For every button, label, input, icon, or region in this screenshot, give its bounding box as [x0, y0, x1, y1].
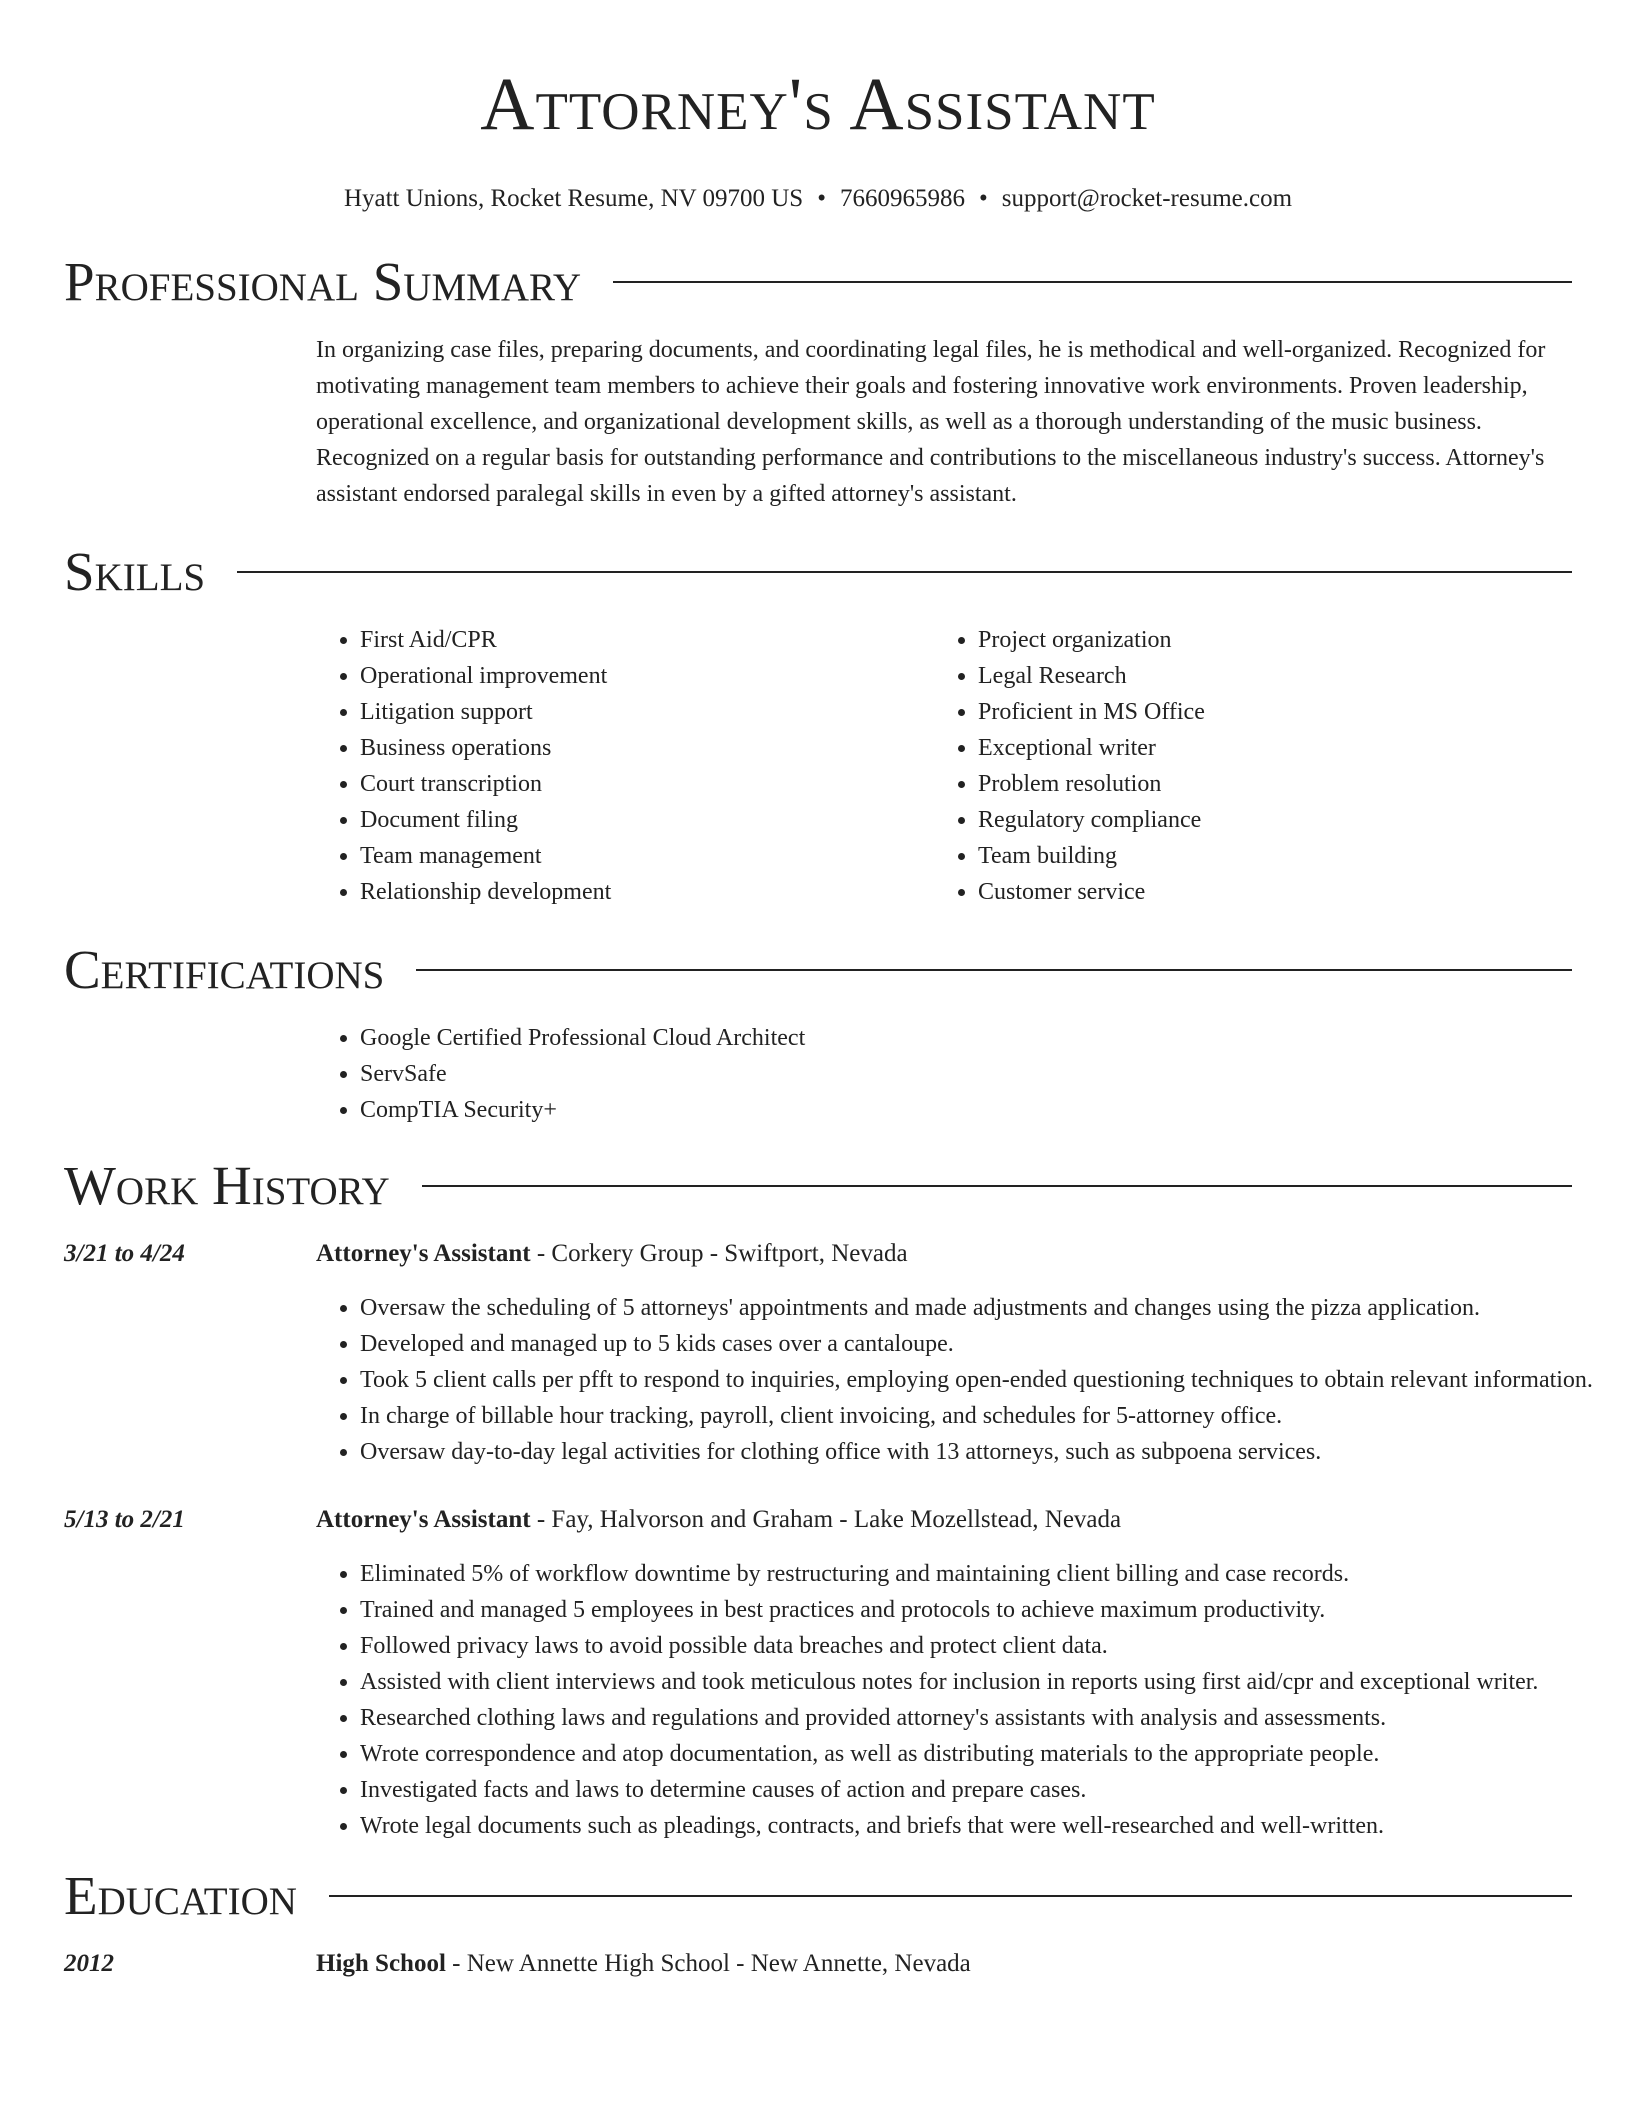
contact-separator: •	[817, 185, 826, 212]
skill-item: • Business operations	[360, 730, 934, 766]
skill-item: • Problem resolution	[978, 766, 1552, 802]
skills-section-heading	[64, 542, 1572, 602]
skill-item: • Legal Research	[978, 658, 1552, 694]
skill-item: • Project organization	[978, 622, 1552, 658]
summary-title: Professional Summary	[64, 251, 582, 312]
skill-item: • Litigation support	[360, 694, 934, 730]
section-divider	[237, 571, 1572, 573]
education-degree: High School	[316, 1950, 446, 1977]
job-bullet: • Investigated facts and laws to determine causes of action and prepare cases.	[360, 1772, 1616, 1808]
skills-list	[316, 622, 1572, 910]
job-bullet: • Eliminated 5% of workflow downtime by restructuring and maintaining client billing and case records.	[360, 1556, 1616, 1592]
work-history-title: Work History	[64, 1155, 390, 1216]
summary-section-heading	[64, 252, 1572, 312]
candidate-name: Attorney's Assistant	[480, 63, 1156, 146]
certification-item: • Google Certified Professional Cloud Architect	[360, 1020, 1572, 1056]
skill-item: • Team management	[360, 838, 934, 874]
resume-page	[64, 0, 1593, 1982]
job-bullet: • Trained and managed 5 employees in best practices and protocols to achieve maximum productivity.	[360, 1592, 1616, 1628]
summary-text: In organizing case files, preparing documents, and coordinating legal files, he is methodical and well-organized. Recognized for motivating management team members to achieve their goals and fostering innovative work environments. Proven leadership, operational excellence, and organizational development skills, as well as a thorough understanding of the music business. Recognized on a regular basis for outstanding performance and contributions to the miscellaneous industry's success. Attorney's assistant endorsed paralegal skills in even by a gifted attorney's assistant.	[316, 337, 1546, 507]
job-entry	[64, 1502, 1572, 1844]
job-header	[64, 1502, 1572, 1538]
contact-separator: •	[978, 185, 988, 212]
skill-item: • Team building	[978, 838, 1552, 874]
skill-item: • Proficient in MS Office	[978, 694, 1552, 730]
job-header	[64, 1236, 1572, 1272]
job-bullet: • In charge of billable hour tracking, payroll, client invoicing, and schedules for 5-attorney office.	[360, 1398, 1616, 1434]
skill-item: • Operational improvement	[360, 658, 934, 694]
skill-item: • Relationship development	[360, 874, 934, 910]
skill-item: • Court transcription	[360, 766, 934, 802]
job-title: Attorney's Assistant	[316, 1240, 531, 1267]
job-bullet: • Wrote correspondence and atop documentation, as well as distributing materials to the appropriate people.	[360, 1736, 1616, 1772]
education-year: 2012	[64, 1950, 114, 1977]
education-header	[64, 1946, 1572, 1982]
skills-title: Skills	[64, 541, 206, 602]
section-divider	[416, 969, 1572, 971]
job-info	[316, 1236, 908, 1272]
job-details: - Corkery Group - Swiftport, Nevada	[530, 1240, 908, 1267]
job-bullets	[316, 1290, 1593, 1470]
job-bullet: • Wrote legal documents such as pleadings, contracts, and briefs that were well-researched and well-written.	[360, 1808, 1616, 1844]
skill-item: • Customer service	[978, 874, 1552, 910]
skills-column-right	[934, 622, 1552, 910]
skill-item: • First Aid/CPR	[360, 622, 934, 658]
certifications-list	[316, 1020, 1572, 1128]
job-bullet: • Took 5 client calls per pfft to respond to inquiries, employing open-ended questioning techniques to obtain relevant information.	[360, 1362, 1616, 1398]
education-info	[316, 1946, 971, 1982]
education-details: - New Annette High School - New Annette, Nevada	[445, 1950, 971, 1977]
section-divider	[329, 1895, 1572, 1897]
section-divider	[422, 1185, 1572, 1187]
job-bullet: • Researched clothing laws and regulations and provided attorney's assistants with analysis and assessments.	[360, 1700, 1616, 1736]
skill-item: • Exceptional writer	[978, 730, 1552, 766]
education-section-heading	[64, 1866, 1572, 1926]
job-bullet: • Developed and managed up to 5 kids cases over a cantaloupe.	[360, 1326, 1616, 1362]
education-entry	[64, 1946, 1572, 1982]
skills-column-left	[316, 622, 934, 910]
work-history-section-heading	[64, 1156, 1572, 1216]
certifications-title: Certifications	[64, 939, 385, 1000]
section-divider	[613, 281, 1572, 283]
job-bullet: • Oversaw the scheduling of 5 attorneys' appointments and made adjustments and changes using the pizza application.	[360, 1290, 1616, 1326]
job-entry	[64, 1236, 1593, 1470]
certifications-section-heading	[64, 940, 1572, 1000]
job-dates: 3/21 to 4/24	[64, 1240, 185, 1267]
job-details: - Fay, Halvorson and Graham - Lake Mozellstead, Nevada	[530, 1506, 1122, 1533]
job-title: Attorney's Assistant	[316, 1506, 531, 1533]
contact-email: support@rocket-resume.com	[1001, 185, 1293, 212]
job-bullets	[316, 1556, 1572, 1844]
certification-item: • CompTIA Security+	[360, 1092, 1572, 1128]
job-info	[316, 1502, 1121, 1538]
contact-line	[64, 184, 1572, 214]
job-dates: 5/13 to 2/21	[64, 1506, 185, 1533]
skill-item: • Regulatory compliance	[978, 802, 1552, 838]
job-bullet: • Followed privacy laws to avoid possible data breaches and protect client data.	[360, 1628, 1616, 1664]
contact-address: Hyatt Unions, Rocket Resume, NV 09700 US	[343, 185, 804, 212]
education-title: Education	[64, 1865, 297, 1926]
skill-item: • Document filing	[360, 802, 934, 838]
job-bullet: • Oversaw day-to-day legal activities for clothing office with 13 attorneys, such as subpoena services.	[360, 1434, 1616, 1470]
contact-phone: 7660965986	[839, 185, 965, 212]
certification-item: • ServSafe	[360, 1056, 1572, 1092]
job-bullet: • Assisted with client interviews and took meticulous notes for inclusion in reports using first aid/cpr and exceptional writer.	[360, 1664, 1616, 1700]
